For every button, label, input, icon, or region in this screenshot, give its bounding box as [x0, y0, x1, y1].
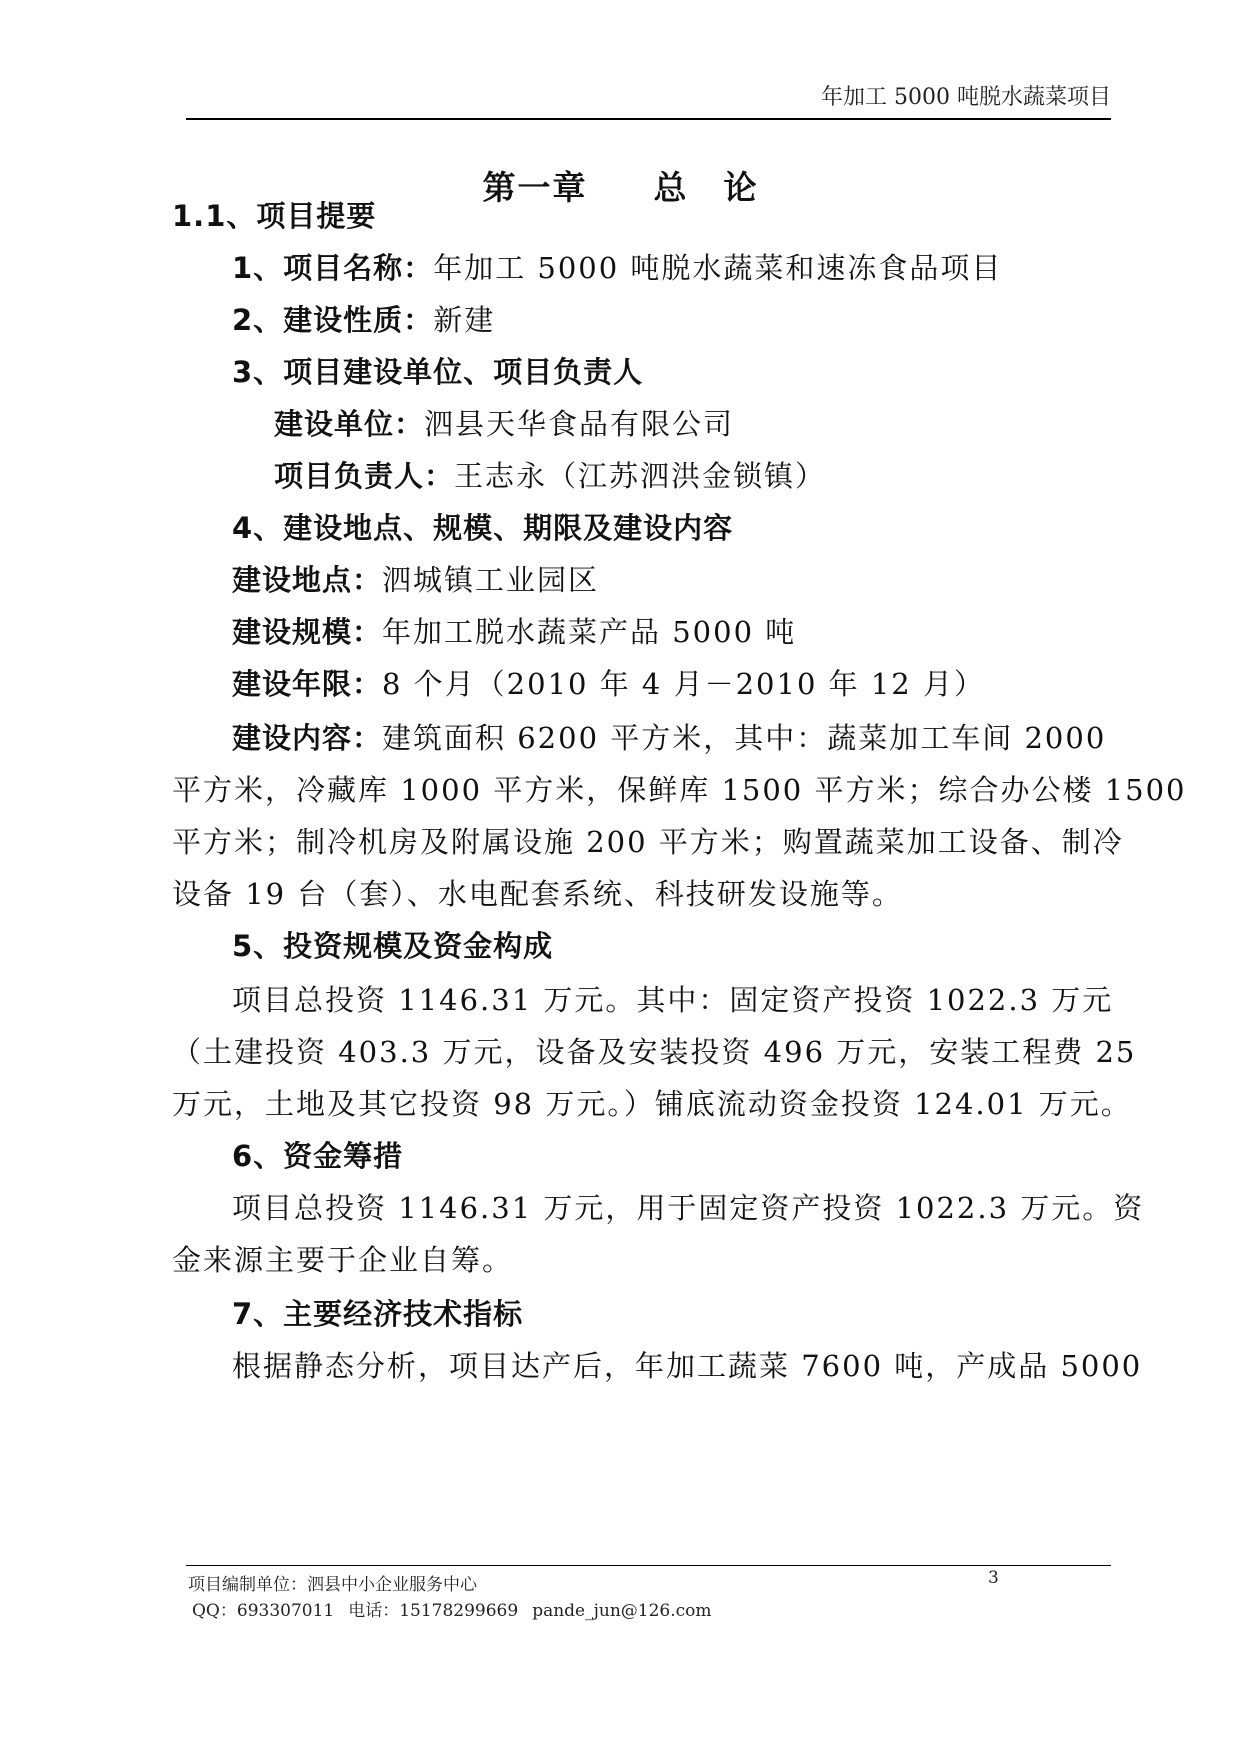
item-location — [232, 562, 599, 598]
chapter-number: 第一章 — [482, 168, 588, 207]
header-rule — [186, 118, 1111, 120]
item-indicators-line1: 根据静态分析，项目达产后，年加工蔬菜 7600 吨，产成品 5000 — [232, 1349, 1143, 1383]
page-number: 3 — [988, 1568, 999, 1588]
item-investment-heading: 5、投资规模及资金构成 — [232, 929, 554, 963]
item-project-name — [232, 250, 1002, 286]
item-label: 建设年限： — [232, 667, 383, 701]
item-label: 建设内容： — [232, 721, 383, 755]
item-value: 年加工 5000 吨脱水蔬菜和速冻食品项目 — [433, 251, 1003, 285]
item-funding-line2: 金来源主要于企业自筹。 — [172, 1243, 514, 1277]
item-period — [232, 666, 985, 702]
item-value: 建筑面积 6200 平方米，其中：蔬菜加工车间 2000 — [382, 721, 1107, 755]
item-value: 泗县天华食品有限公司 — [424, 407, 735, 441]
footer-qq: QQ：693307011 — [192, 1601, 335, 1621]
item-label: 建设单位： — [274, 407, 425, 441]
page-header: 年加工 5000 吨脱水蔬菜项目 — [821, 85, 1111, 110]
item-content-line3: 平方米；制冷机房及附属设施 200 平方米；购置蔬菜加工设备、制冷 — [172, 825, 1124, 859]
item-construction-unit — [274, 406, 734, 442]
item-funding-heading: 6、资金筹措 — [232, 1139, 404, 1173]
item-label: 建设规模： — [232, 615, 383, 649]
footer-email: pande_jun@126.com — [532, 1601, 712, 1621]
item-location-heading: 4、建设地点、规模、期限及建设内容 — [232, 511, 734, 545]
item-value: 新建 — [433, 303, 496, 337]
item-content-line1 — [232, 720, 1107, 756]
footer-org: 项目编制单位：泗县中小企业服务中心 — [188, 1575, 477, 1595]
item-value: 泗城镇工业园区 — [382, 563, 600, 597]
item-label: 项目负责人： — [274, 459, 455, 493]
item-investment-line2: （土建投资 403.3 万元，设备及安装投资 496 万元，安装工程费 25 — [172, 1035, 1137, 1069]
footer-rule — [186, 1565, 1111, 1566]
item-label: 2、建设性质： — [232, 303, 434, 337]
footer-contacts — [192, 1596, 726, 1621]
item-project-leader — [274, 458, 826, 494]
item-unit-heading: 3、项目建设单位、项目负责人 — [232, 355, 644, 389]
chapter-name: 总 论 — [653, 168, 759, 207]
item-content-line4: 设备 19 台（套）、水电配套系统、科技研发设施等。 — [172, 877, 903, 911]
item-funding-line1: 项目总投资 1146.31 万元，用于固定资产投资 1022.3 万元。资 — [232, 1191, 1145, 1225]
section-heading: 1.1、项目提要 — [172, 199, 377, 233]
item-indicators-heading: 7、主要经济技术指标 — [232, 1297, 524, 1331]
item-scale — [232, 614, 796, 650]
item-investment-line1: 项目总投资 1146.31 万元。其中：固定资产投资 1022.3 万元 — [232, 983, 1114, 1017]
item-content-line2: 平方米，冷藏库 1000 平方米，保鲜库 1500 平方米；综合办公楼 1500 — [172, 773, 1187, 807]
footer-phone: 电话：15178299669 — [348, 1601, 519, 1621]
item-value: 8 个月（2010 年 4 月－2010 年 12 月） — [382, 667, 985, 701]
item-value: 王志永（江苏泗洪金锁镇） — [454, 459, 827, 493]
item-label: 1、项目名称： — [232, 251, 434, 285]
item-construction-type — [232, 302, 495, 338]
item-value: 年加工脱水蔬菜产品 5000 吨 — [382, 615, 797, 649]
item-investment-line3: 万元，土地及其它投资 98 万元。）铺底流动资金投资 124.01 万元。 — [172, 1087, 1132, 1121]
item-label: 建设地点： — [232, 563, 383, 597]
